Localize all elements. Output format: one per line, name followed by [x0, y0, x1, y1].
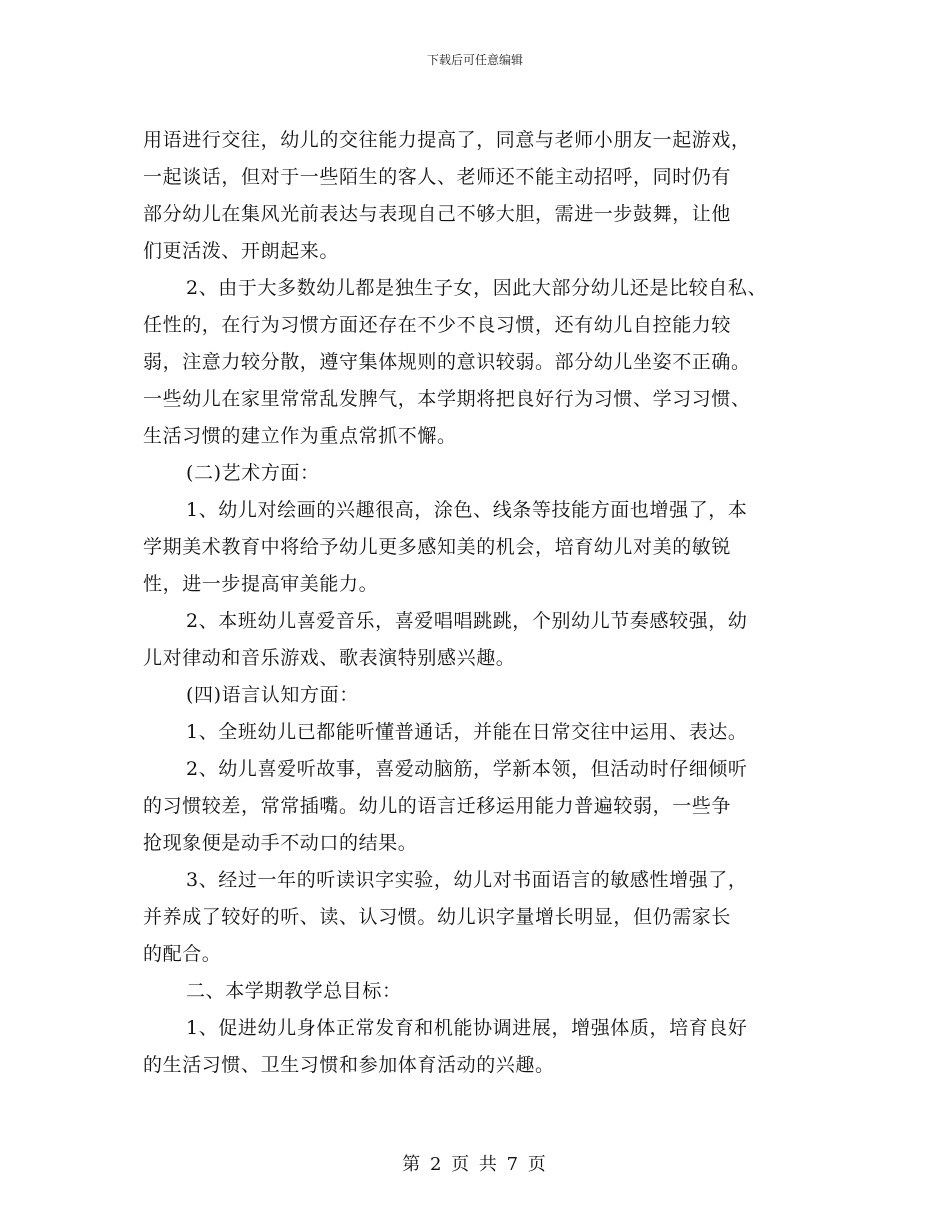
- text-line: (四)语言认知方面：: [186, 684, 359, 706]
- text-line: 的配合。: [143, 943, 222, 965]
- page-header: 下载后可任意编辑: [426, 53, 523, 67]
- page-number: 第 2 页 共 7 页: [402, 1154, 548, 1175]
- text-line: 一起谈话，但对于一些陌生的客人、老师还不能主动招呼，同时仍有: [143, 166, 732, 188]
- text-line: 部分幼儿在集风光前表达与表现自己不够大胆，需进一步鼓舞，让他: [143, 203, 732, 225]
- text-line: 学期美术教育中将给予幼儿更多感知美的机会，培育幼儿对美的敏锐: [143, 536, 732, 558]
- text-line: 并养成了较好的听、读、认习惯。幼儿识字量增长明显，但仍需家长: [143, 906, 732, 928]
- text-line: 二、本学期教学总目标：: [186, 980, 402, 1002]
- text-line: 用语进行交往，幼儿的交往能力提高了，同意与老师小朋友一起游戏，: [143, 129, 751, 151]
- text-line: 生活习惯的建立作为重点常抓不懈。: [143, 425, 457, 447]
- text-line: 儿对律动和音乐游戏、歌表演特别感兴趣。: [143, 647, 516, 669]
- text-line: 性，进一步提高审美能力。: [143, 573, 379, 595]
- text-line: 的生活习惯、卫生习惯和参加体育活动的兴趣。: [143, 1054, 555, 1076]
- text-line: 2、由于大多数幼儿都是独生子女，因此大部分幼儿还是比较自私、: [186, 277, 768, 299]
- text-line: 们更活泼、开朗起来。: [143, 240, 340, 262]
- text-line: 任性的，在行为习惯方面还存在不少不良习惯，还有幼儿自控能力较: [143, 314, 732, 336]
- text-line: 3、经过一年的听读识字实验，幼儿对书面语言的敏感性增强了，: [186, 869, 748, 891]
- text-line: 的习惯较差，常常插嘴。幼儿的语言迁移运用能力普遍较弱，一些争: [143, 795, 732, 817]
- text-line: 弱，注意力较分散，遵守集体规则的意识较弱。部分幼儿坐姿不正确。: [143, 351, 751, 373]
- text-line: 2、本班幼儿喜爱音乐，喜爱唱唱跳跳，个别幼儿节奏感较强，幼: [186, 610, 748, 632]
- text-line: 抢现象便是动手不动口的结果。: [143, 832, 418, 854]
- text-line: 一些幼儿在家里常常乱发脾气，本学期将把良好行为习惯、学习习惯、: [143, 388, 751, 410]
- text-line: (二)艺术方面：: [186, 462, 320, 484]
- text-line: 1、全班幼儿已都能听懂普通话，并能在日常交往中运用、表达。: [186, 721, 748, 743]
- text-line: 1、幼儿对绘画的兴趣很高，涂色、线条等技能方面也增强了，本: [186, 499, 748, 521]
- text-line: 1、促进幼儿身体正常发育和机能协调进展，增强体质，培育良好: [186, 1017, 748, 1039]
- text-line: 2、幼儿喜爱听故事，喜爱动脑筋，学新本领，但活动时仔细倾听: [186, 758, 748, 780]
